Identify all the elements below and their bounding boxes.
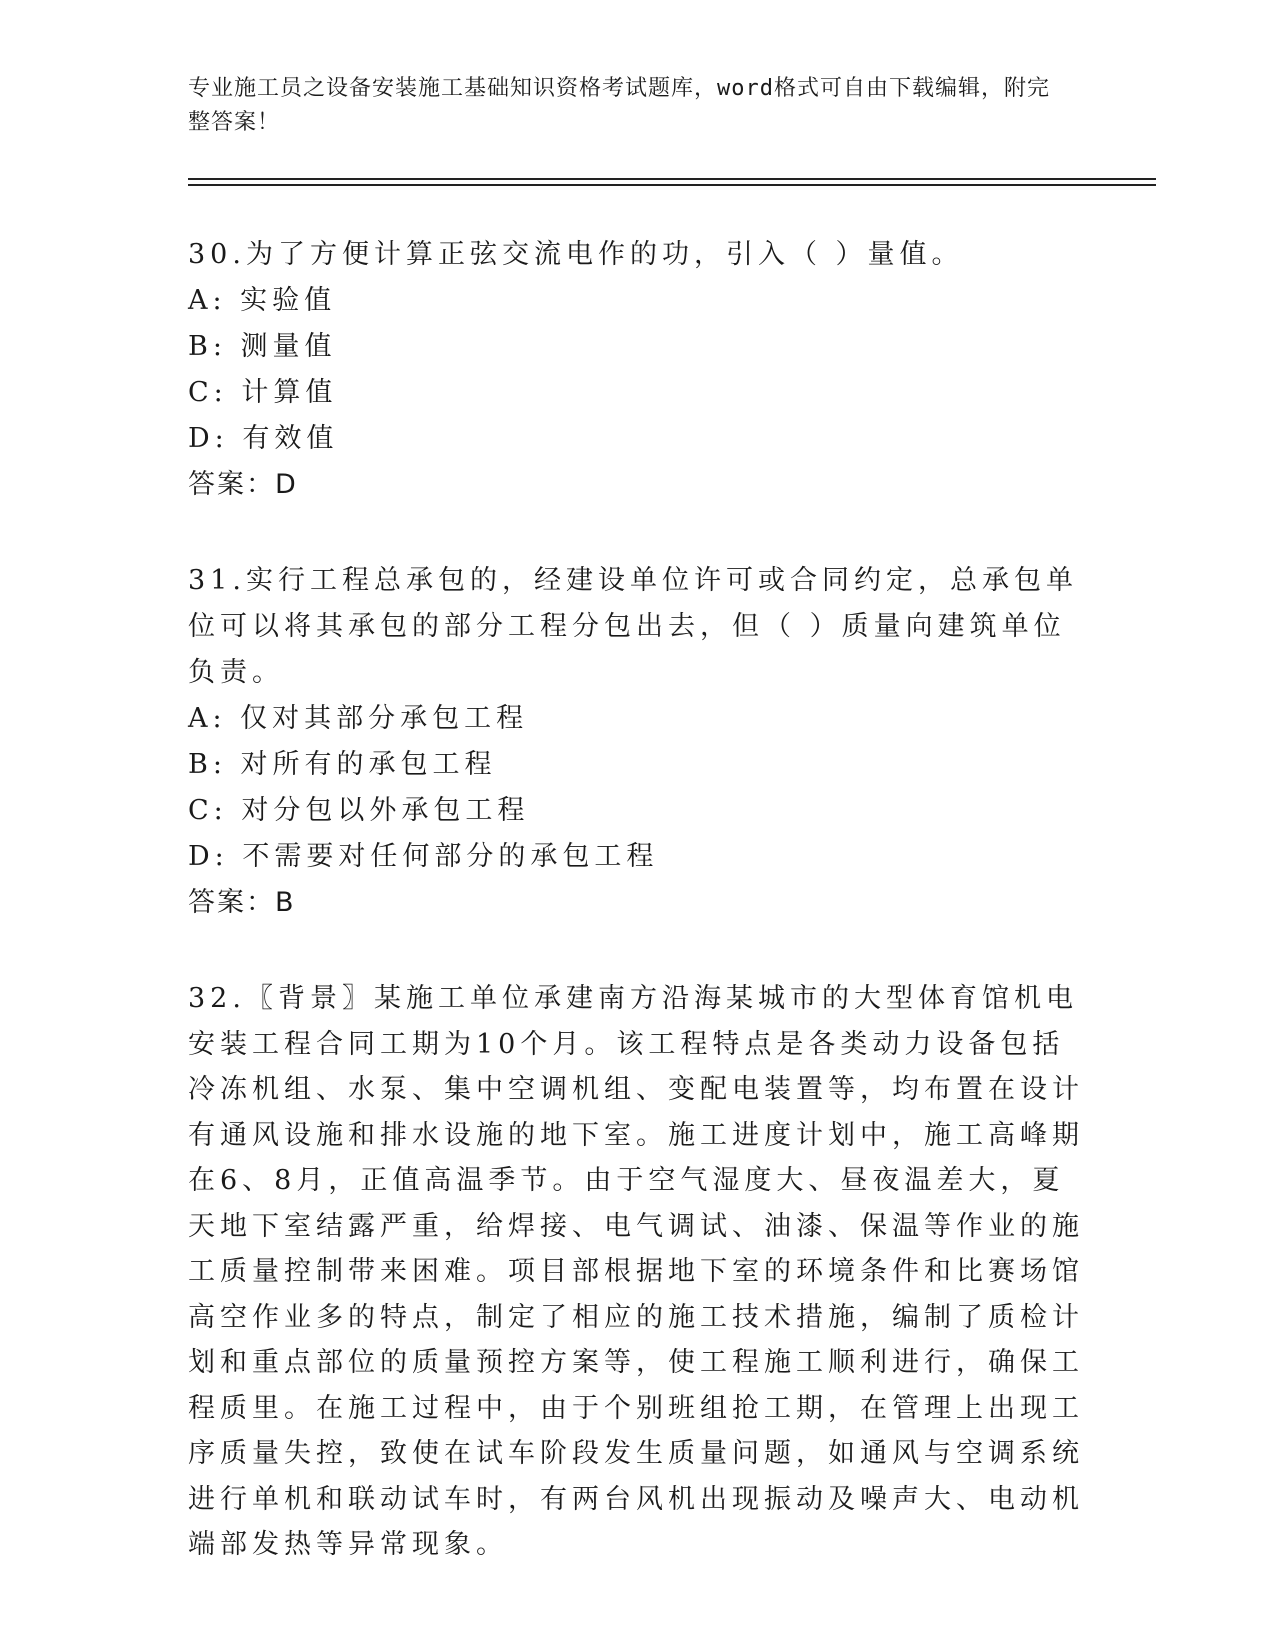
question-text: 30.为了方便计算正弦交流电作的功，引入（ ）量值。 — [188, 239, 964, 270]
option-b: B: 对所有的承包工程 — [188, 749, 497, 780]
header-divider-top — [188, 178, 1156, 180]
option-d: D: 不需要对任何部分的承包工程 — [188, 841, 659, 872]
document-header: 专业施工员之设备安装施工基础知识资格考试题库，word格式可自由下载编辑，附完整答案！ — [188, 76, 1050, 135]
document-content — [188, 232, 1088, 1618]
answer: 答案：D — [188, 469, 298, 500]
option-c: C: 计算值 — [188, 377, 338, 408]
option-d: D: 有效值 — [188, 423, 339, 454]
question-31 — [188, 558, 1088, 926]
question-32-background — [188, 976, 1088, 1568]
option-c: C: 对分包以外承包工程 — [188, 795, 530, 826]
option-a: A: 实验值 — [188, 285, 337, 316]
header-divider-bottom — [188, 184, 1156, 186]
answer: 答案：B — [188, 887, 296, 918]
question-30 — [188, 232, 1088, 508]
background-paragraph: 32.〖背景〗某施工单位承建南方沿海某城市的大型体育馆机电安装工程合同工期为10个月。该工程特点是各类动力设备包括冷冻机组、水泵、集中空调机组、变配电装置等，均布置在设计有通风设施和排水设施的地下室。施工进度计划中，施工高峰期在6、8月，正值高温季节。由于空气湿度大、昼夜温差大，夏天地下室结露严重，给焊接、电气调试、油漆、保温等作业的施工质量控制带来困难。项目部根据地下室的环境条件和比赛场馆高空作业多的特点，制定了相应的施工技术措施，编制了质检计划和重点部位的质量预控方案等，使工程施工顺利进行，确保工程质里。在施工过程中，由于个别班组抢工期，在管理上出现工序质量失控，致使在试车阶段发生质量问题，如通风与空调系统进行单机和联动试车时，有两台风机出现振动及噪声大、电动机端部发热等异常现象。 — [188, 983, 1084, 1560]
question-text: 31.实行工程总承包的，经建设单位许可或合同约定，总承包单位可以将其承包的部分工程分包出去，但（ ）质量向建筑单位负责。 — [188, 565, 1078, 688]
option-a: A: 仅对其部分承包工程 — [188, 703, 529, 734]
option-b: B: 测量值 — [188, 331, 337, 362]
